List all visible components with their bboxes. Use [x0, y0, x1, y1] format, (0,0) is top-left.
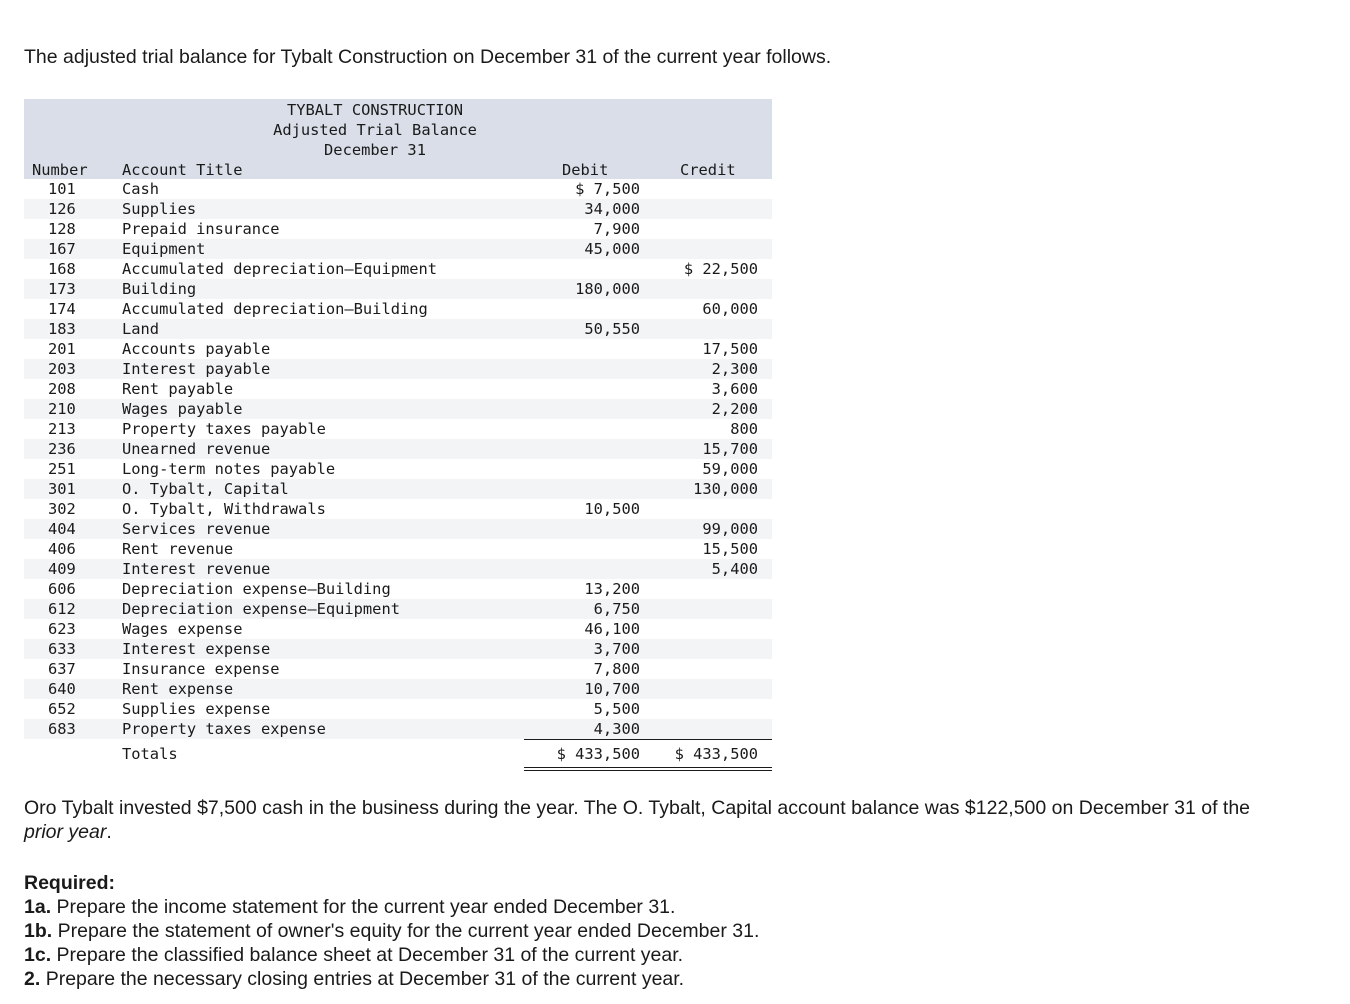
credit-amount: 99,000: [702, 520, 758, 538]
total-debit: $ 433,500: [556, 745, 640, 763]
account-number: 623: [48, 620, 76, 638]
column-header-account-title: Account Title: [122, 161, 243, 179]
intro-text: The adjusted trial balance for Tybalt Construction on December 31 of the current year follows.: [24, 46, 832, 68]
capital-note-paragraph: [24, 796, 1284, 844]
total-credit: $ 433,500: [674, 745, 758, 763]
table-row: [24, 519, 772, 539]
column-header-credit: Credit: [680, 161, 736, 179]
required-item-text: Prepare the income statement for the current year ended December 31.: [56, 896, 676, 918]
company-name: TYBALT CONSTRUCTION: [286, 101, 464, 119]
account-title: Accumulated depreciation—Equipment: [122, 260, 438, 278]
capital-note-end: .: [106, 821, 112, 843]
credit-amount: 130,000: [693, 480, 758, 498]
table-row: [24, 239, 772, 259]
account-title: Services revenue: [122, 520, 271, 538]
required-item-2: [24, 967, 759, 991]
account-title: Interest expense: [122, 640, 271, 658]
credit-amount: $ 22,500: [683, 260, 758, 278]
account-title: Building: [122, 280, 197, 298]
account-number: 128: [48, 220, 76, 238]
credit-amount: 2,200: [711, 400, 758, 418]
debit-amount: 5,500: [593, 700, 640, 718]
account-title: Supplies expense: [122, 700, 271, 718]
table-row: [24, 459, 772, 479]
account-title: Depreciation expense—Equipment: [122, 600, 400, 618]
table-row: [24, 359, 772, 379]
credit-amount: 2,300: [711, 360, 758, 378]
debit-amount: 7,900: [593, 220, 640, 238]
table-row: [24, 559, 772, 579]
table-row: [24, 199, 772, 219]
account-title: Interest payable: [122, 360, 271, 378]
account-number: 101: [48, 180, 76, 198]
account-title: Land: [122, 320, 160, 338]
account-number: 236: [48, 440, 76, 458]
totals-double-rule: [524, 767, 772, 771]
table-row: [24, 279, 772, 299]
required-item-key: 1b.: [24, 920, 53, 942]
account-number: 637: [48, 660, 76, 678]
report-title: Adjusted Trial Balance: [273, 121, 477, 139]
account-number: 606: [48, 580, 76, 598]
account-title: Rent expense: [122, 680, 234, 698]
account-title: Rent payable: [122, 380, 234, 398]
table-row: [24, 679, 772, 699]
credit-amount: 15,500: [702, 540, 758, 558]
account-title: Accounts payable: [122, 340, 271, 358]
table-header: [24, 99, 772, 179]
credit-amount: 15,700: [702, 440, 758, 458]
credit-amount: 17,500: [702, 340, 758, 358]
capital-note-italic: prior year: [24, 821, 107, 843]
debit-amount: 13,200: [584, 580, 640, 598]
account-number: 633: [48, 640, 76, 658]
adjusted-trial-balance-table: [24, 99, 772, 769]
required-item-key: 1c.: [24, 944, 52, 966]
debit-amount: 45,000: [584, 240, 640, 258]
required-heading: Required:: [24, 872, 116, 894]
table-row: [24, 499, 772, 519]
required-item-text: Prepare the classified balance sheet at December 31 of the current year.: [56, 944, 684, 966]
credit-amount: 800: [730, 420, 758, 438]
account-number: 210: [48, 400, 76, 418]
account-title: Interest revenue: [122, 560, 271, 578]
account-title: Insurance expense: [122, 660, 280, 678]
account-number: 406: [48, 540, 76, 558]
debit-amount: 50,550: [584, 320, 640, 338]
required-item-text: Prepare the statement of owner's equity for the current year ended December 31.: [57, 920, 760, 942]
required-item-text: Prepare the necessary closing entries at December 31 of the current year.: [45, 968, 685, 990]
account-title: Prepaid insurance: [122, 220, 280, 238]
table-row: [24, 379, 772, 399]
debit-amount: 3,700: [593, 640, 640, 658]
account-title: Equipment: [122, 240, 206, 258]
account-number: 208: [48, 380, 76, 398]
account-number: 173: [48, 280, 76, 298]
table-row: [24, 319, 772, 339]
account-number: 301: [48, 480, 76, 498]
account-title: Long-term notes payable: [122, 460, 336, 478]
credit-amount: 59,000: [702, 460, 758, 478]
table-row: [24, 219, 772, 239]
account-title: Property taxes expense: [122, 720, 326, 738]
account-number: 168: [48, 260, 76, 278]
account-number: 652: [48, 700, 76, 718]
table-row: [24, 539, 772, 559]
credit-amount: 60,000: [702, 300, 758, 318]
debit-amount: 46,100: [584, 620, 640, 638]
column-header-debit: Debit: [562, 161, 609, 179]
table-row: [24, 299, 772, 319]
account-number: 409: [48, 560, 76, 578]
account-title: Unearned revenue: [122, 440, 271, 458]
table-body: [24, 179, 772, 739]
account-number: 404: [48, 520, 76, 538]
table-row: [24, 439, 772, 459]
account-number: 126: [48, 200, 76, 218]
required-section: [24, 871, 759, 991]
account-number: 167: [48, 240, 76, 258]
account-title: Property taxes payable: [122, 420, 326, 438]
table-row: [24, 179, 772, 199]
required-item-key: 1a.: [24, 896, 52, 918]
account-number: 612: [48, 600, 76, 618]
debit-amount: 180,000: [575, 280, 640, 298]
credit-amount: 3,600: [711, 380, 758, 398]
table-row: [24, 719, 772, 739]
column-header-number: Number: [32, 161, 88, 179]
account-number: 640: [48, 680, 76, 698]
account-number: 201: [48, 340, 76, 358]
totals-row: [24, 739, 772, 769]
required-item-1b: [24, 919, 759, 943]
account-title: Rent revenue: [122, 540, 234, 558]
debit-amount: 10,700: [584, 680, 640, 698]
debit-amount: $ 7,500: [575, 180, 640, 198]
account-title: O. Tybalt, Capital: [122, 480, 289, 498]
required-item-1c: [24, 943, 759, 967]
debit-amount: 34,000: [584, 200, 640, 218]
debit-amount: 7,800: [593, 660, 640, 678]
account-title: Wages payable: [122, 400, 243, 418]
debit-amount: 6,750: [593, 600, 640, 618]
table-row: [24, 639, 772, 659]
report-date: December 31: [324, 141, 426, 159]
account-title: Accumulated depreciation—Building: [122, 300, 428, 318]
account-title: Wages expense: [122, 620, 243, 638]
table-row: [24, 339, 772, 359]
account-number: 251: [48, 460, 76, 478]
table-row: [24, 479, 772, 499]
account-title: Supplies: [122, 200, 197, 218]
credit-amount: 5,400: [711, 560, 758, 578]
table-row: [24, 619, 772, 639]
required-item-1a: [24, 895, 759, 919]
totals-label: Totals: [122, 745, 178, 763]
capital-note-text: Oro Tybalt invested $7,500 cash in the business during the year. The O. Tybalt, Capital account balance was $122,500 on December 31 of the: [24, 797, 1251, 819]
table-row: [24, 699, 772, 719]
account-number: 174: [48, 300, 76, 318]
account-number: 203: [48, 360, 76, 378]
debit-amount: 10,500: [584, 500, 640, 518]
account-title: O. Tybalt, Withdrawals: [122, 500, 326, 518]
table-row: [24, 579, 772, 599]
account-title: Depreciation expense—Building: [122, 580, 391, 598]
debit-amount: 4,300: [593, 720, 640, 738]
account-number: 683: [48, 720, 76, 738]
totals-rule: [524, 739, 772, 740]
account-title: Cash: [122, 180, 160, 198]
table-row: [24, 399, 772, 419]
account-number: 213: [48, 420, 76, 438]
table-row: [24, 659, 772, 679]
table-row: [24, 259, 772, 279]
account-number: 183: [48, 320, 76, 338]
table-row: [24, 599, 772, 619]
account-number: 302: [48, 500, 76, 518]
table-row: [24, 419, 772, 439]
required-item-key: 2.: [24, 968, 41, 990]
